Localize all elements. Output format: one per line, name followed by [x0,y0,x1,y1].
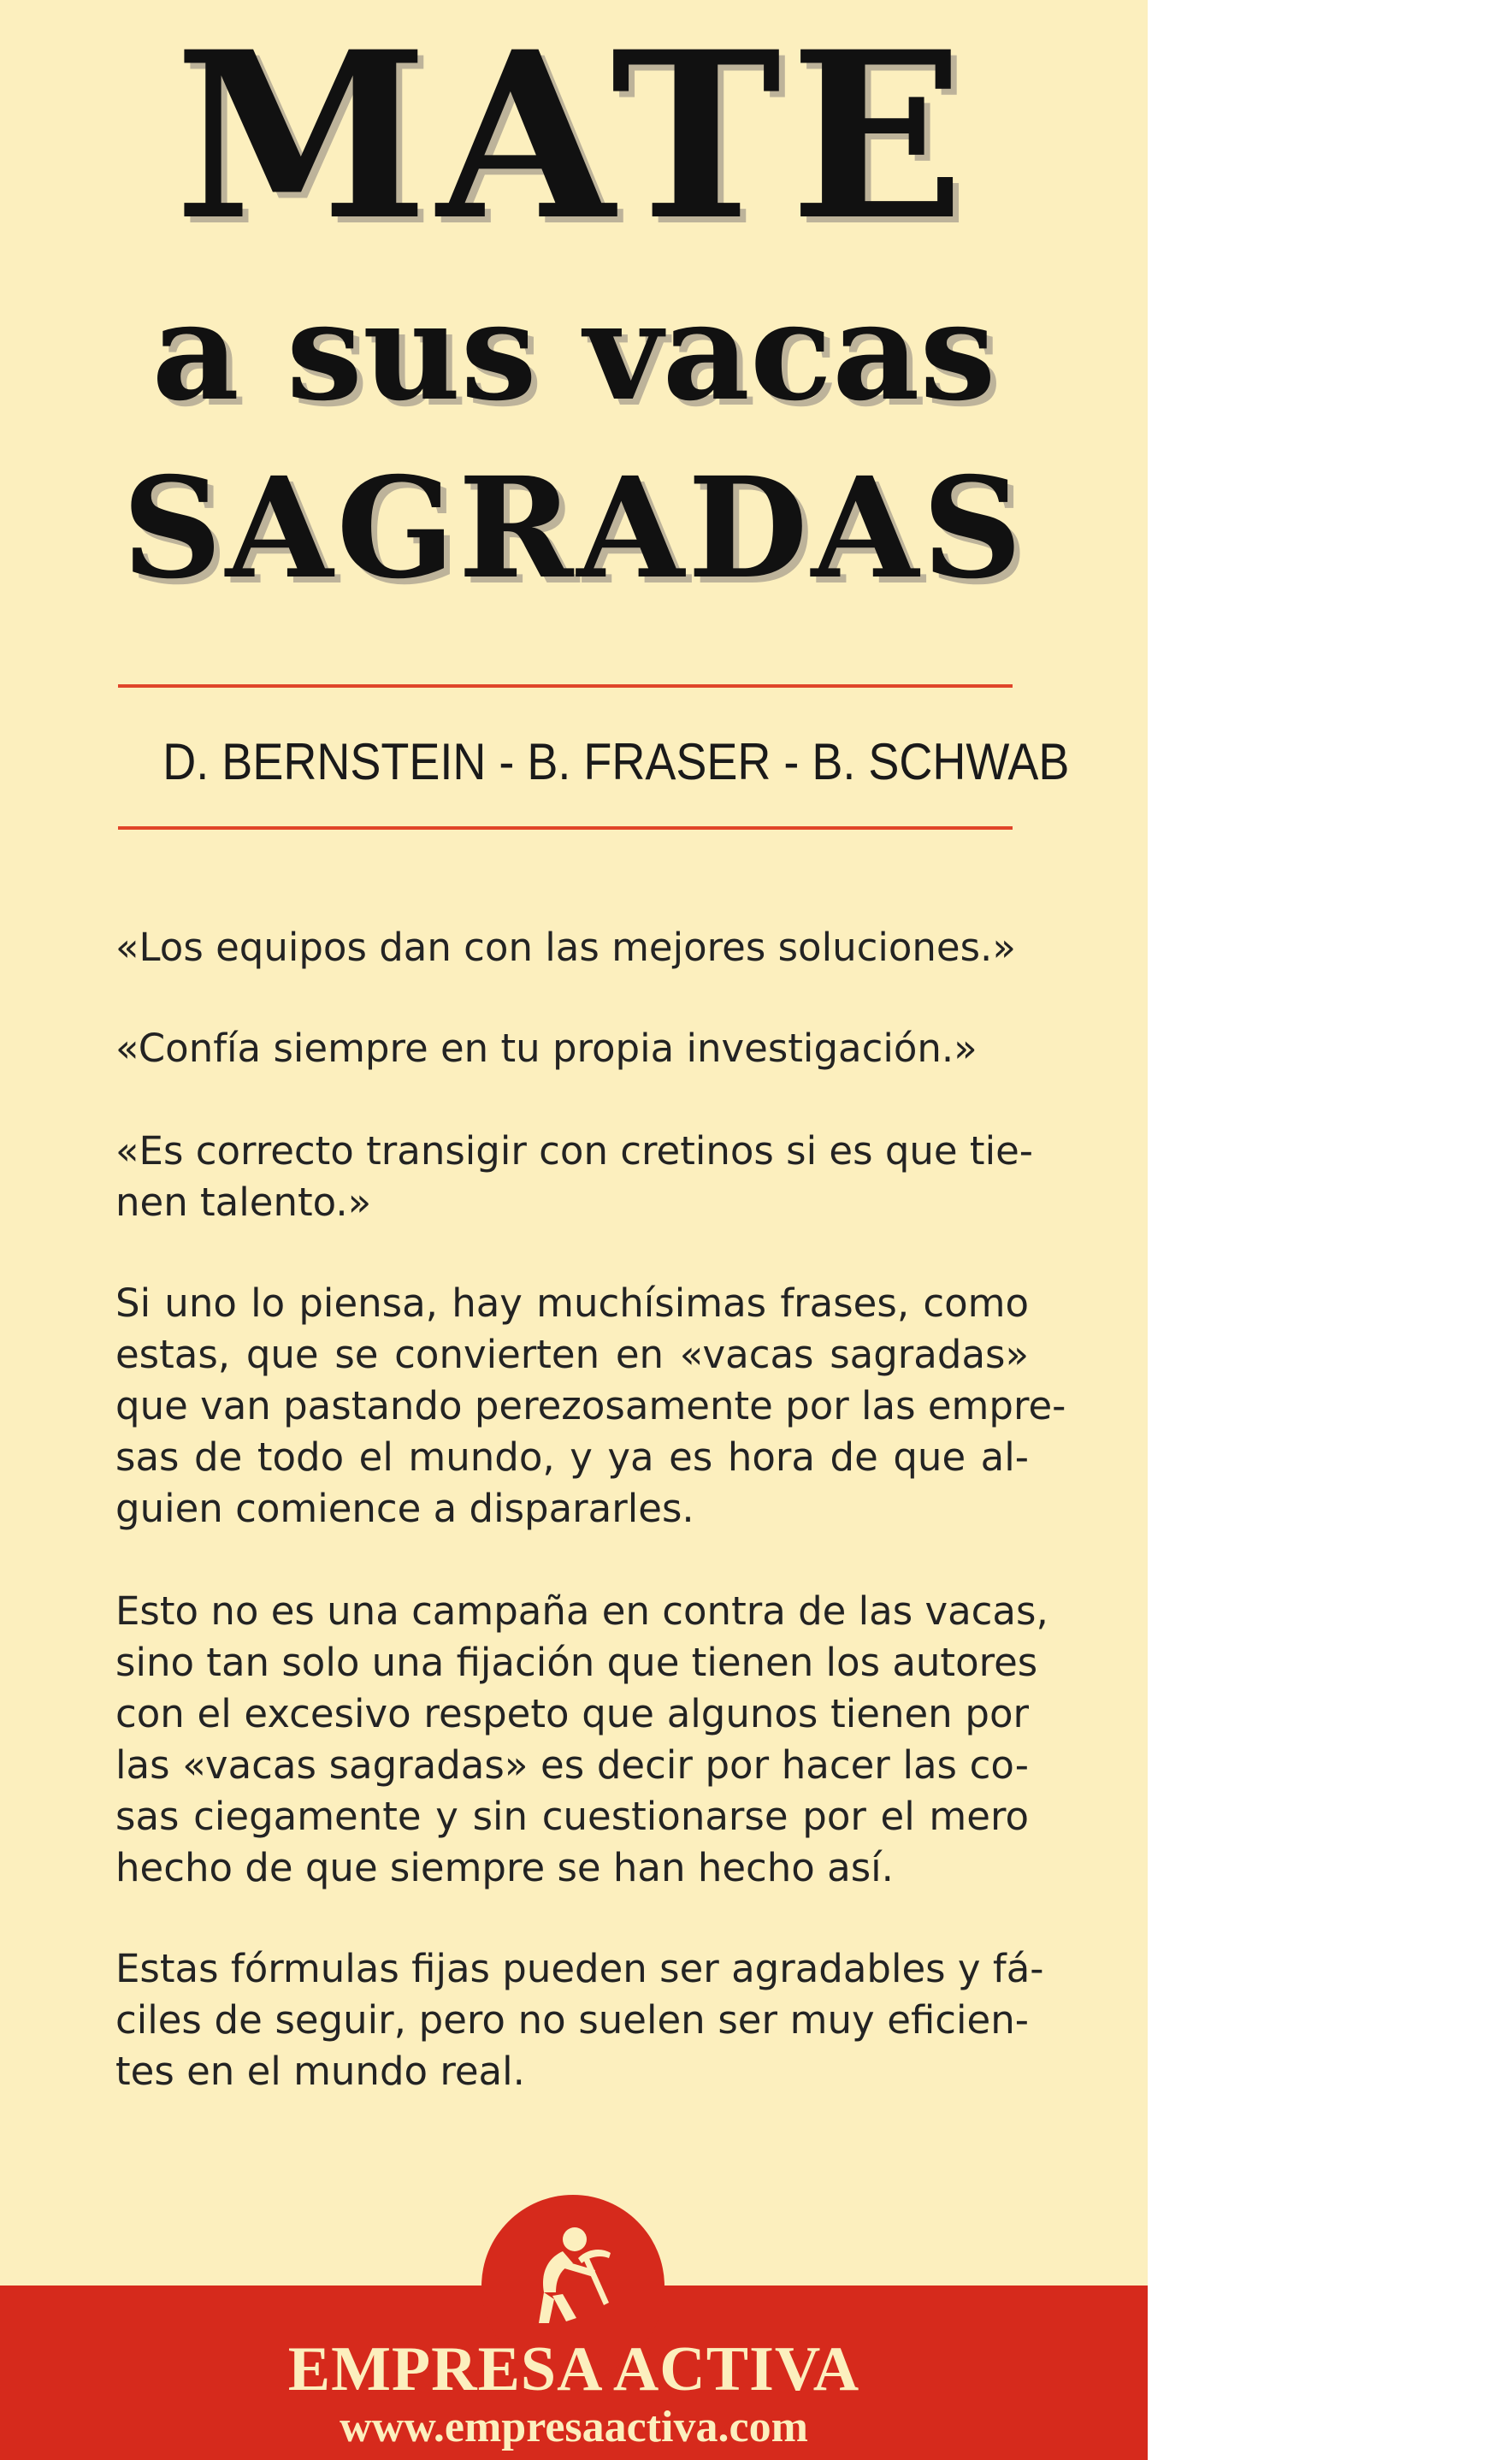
miner-with-pickaxe-icon [496,2214,650,2333]
paragraph-line: Si uno lo piensa, hay muchísimas frases, como [115,1280,1029,1326]
paragraph-line: Estas fórmulas fijas pueden ser agradables y fá- [115,1946,1044,1991]
paragraph-2 [115,1586,1048,1894]
publisher-name: EMPRESA ACTIVA [287,2334,860,2404]
quote-line: «Los equipos dan con las mejores soluciones.» [115,925,1016,970]
publisher-url: www.empresaactiva.com [340,2403,808,2451]
quote-1 [115,922,1029,973]
paragraph-1 [115,1278,1066,1535]
paragraph-line: sas de todo el mundo, y ya es hora de que al- [115,1434,1029,1480]
paragraph-line: Esto no es una campaña en contra de las vacas, [115,1588,1048,1634]
title-line-1: MATE [174,2,973,271]
divider-top [118,684,1013,688]
paragraph-line: que van pastando perezosamente por las empre- [115,1383,1066,1428]
paragraph-3 [115,1943,1044,2097]
title-line-2: a sus vacas [151,273,996,431]
paragraph-line: guien comience a dispararles. [115,1486,694,1531]
authors: D. BERNSTEIN - B. FRASER - B. SCHWAB [162,733,1070,790]
paragraph-line: con el excesivo respeto que algunos tienen por [115,1691,1029,1736]
paragraph-line: estas, que se convierten en «vacas sagradas» [115,1332,1029,1377]
quote-line: nen talento.» [115,1180,372,1225]
quote-2 [115,1023,1029,1074]
paragraph-line: hecho de que siempre se han hecho así. [115,1845,894,1890]
paragraph-line: tes en el mundo real. [115,2049,525,2094]
page-margin [1148,0,1512,2460]
paragraph-line: las «vacas sagradas» es decir por hacer las co- [115,1742,1029,1788]
quote-line: «Confía siempre en tu propia investigación.» [115,1026,977,1071]
paragraph-line: ciles de seguir, pero no suelen ser muy eficien- [115,1997,1029,2043]
quote-3 [115,1126,1033,1228]
paragraph-line: sas ciegamente y sin cuestionarse por el mero [115,1794,1029,1839]
divider-bottom [118,826,1013,830]
quote-line: «Es correcto transigir con cretinos si es que tie- [115,1128,1033,1174]
paragraph-line: sino tan solo una fijación que tienen los autores [115,1640,1038,1685]
title-line-3: SAGRADAS [121,447,1026,610]
